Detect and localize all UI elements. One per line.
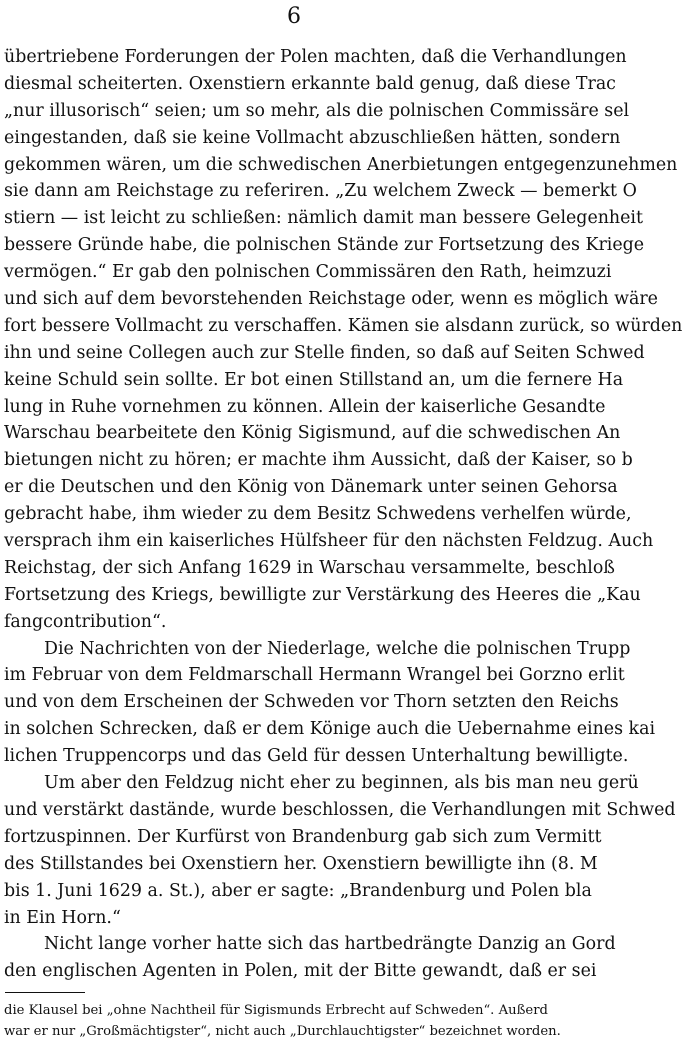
text-line: gebracht habe, ihm wieder zu dem Besitz Schwedens verhelfen würde, <box>4 504 632 525</box>
text-line: keine Schuld sein sollte. Er bot einen Stillstand an, um die fernere Ha <box>4 369 624 390</box>
text-line: Die Nachrichten von der Niederlage, welche die polnischen Trupp <box>44 638 631 659</box>
footnotes <box>4 1000 588 1042</box>
text-line: sie dann am Reichstage zu referiren. „Zu welchem Zweck — bemerkt O <box>4 181 637 202</box>
text-line: den englischen Agenten in Polen, mit der Bitte gewandt, daß er sei <box>4 961 597 982</box>
text-line: versprach ihm ein kaiserliches Hülfsheer für den nächsten Feldzug. Auch <box>4 531 654 552</box>
text-line: in solchen Schrecken, daß er dem Könige auch die Uebernahme eines kai <box>4 719 656 740</box>
text-line: Um aber den Feldzug nicht eher zu beginnen, als bis man neu gerü <box>44 773 639 794</box>
text-line: fortzuspinnen. Der Kurfürst von Brandenburg gab sich zum Vermitt <box>4 826 602 847</box>
footnote-separator <box>5 992 85 993</box>
footnote-line: die Klausel bei „ohne Nachtheil für Sigismunds Erbrecht auf Schweden“. Außerd <box>4 1003 548 1018</box>
text-line: bis 1. Juni 1629 a. St.), aber er sagte: „Brandenburg und Polen bla <box>4 880 592 901</box>
body-text <box>4 44 682 985</box>
text-line: „nur illusorisch“ seien; um so mehr, als die polnischen Commissäre sel <box>4 100 630 121</box>
text-line: vermögen.“ Er gab den polnischen Commissären den Rath, heimzuzi <box>4 262 612 283</box>
text-line: lung in Ruhe vornehmen zu können. Allein der kaiserliche Gesandte <box>4 396 606 417</box>
text-line: Nicht lange vorher hatte sich das hartbedrängte Danzig an Gord <box>44 934 616 955</box>
text-line: und verstärkt dastände, wurde beschlossen, die Verhandlungen mit Schwed <box>4 799 676 820</box>
text-line: Fortsetzung des Kriegs, bewilligte zur Verstärkung des Heeres die „Kau <box>4 584 641 605</box>
text-line: stiern — ist leicht zu schließen: nämlich damit man bessere Gelegenheit <box>4 208 643 229</box>
text-line: fort bessere Vollmacht zu verschaffen. Kämen sie alsdann zurück, so würden <box>4 315 682 336</box>
text-line: in Ein Horn.“ <box>4 907 121 928</box>
text-line: des Stillstandes bei Oxenstiern her. Oxenstiern bewilligte ihn (8. M <box>4 853 598 874</box>
page-number: 6 <box>287 4 301 29</box>
text-line: lichen Truppencorps und das Geld für dessen Unterhaltung bewilligte. <box>4 746 629 767</box>
footnote-line: war er nur „Großmächtigster“, nicht auch „Durchlauchtigster“ bezeichnet worden. <box>4 1024 561 1039</box>
text-line: übertriebene Forderungen der Polen machten, daß die Verhandlungen <box>4 47 627 67</box>
text-line: Warschau bearbeitete den König Sigismund, auf die schwedischen An <box>4 423 621 444</box>
text-line: bietungen nicht zu hören; er machte ihm Aussicht, daß der Kaiser, so b <box>4 450 633 471</box>
text-line: Reichstag, der sich Anfang 1629 in Warschau versammelte, beschloß <box>4 557 615 578</box>
text-line: eingestanden, daß sie keine Vollmacht abzuschließen hätten, sondern <box>4 127 621 148</box>
text-line: diesmal scheiterten. Oxenstiern erkannte bald genug, daß diese Trac <box>4 73 616 94</box>
text-line: und von dem Erscheinen der Schweden vor Thorn setzten den Reichs <box>4 692 619 713</box>
text-line: er die Deutschen und den König von Dänemark unter seinen Gehorsa <box>4 477 618 498</box>
text-line: im Februar von dem Feldmarschall Hermann Wrangel bei Gorzno erlit <box>4 665 625 686</box>
text-line: bessere Gründe habe, die polnischen Stände zur Fortsetzung des Kriege <box>4 235 645 256</box>
text-line: fangcontribution“. <box>4 611 167 632</box>
text-line: ihn und seine Collegen auch zur Stelle finden, so daß auf Seiten Schwed <box>4 342 645 363</box>
text-line: gekommen wären, um die schwedischen Anerbietungen entgegenzunehmen <box>4 154 678 175</box>
text-line: und sich auf dem bevorstehenden Reichstage oder, wenn es möglich wäre <box>4 289 658 310</box>
